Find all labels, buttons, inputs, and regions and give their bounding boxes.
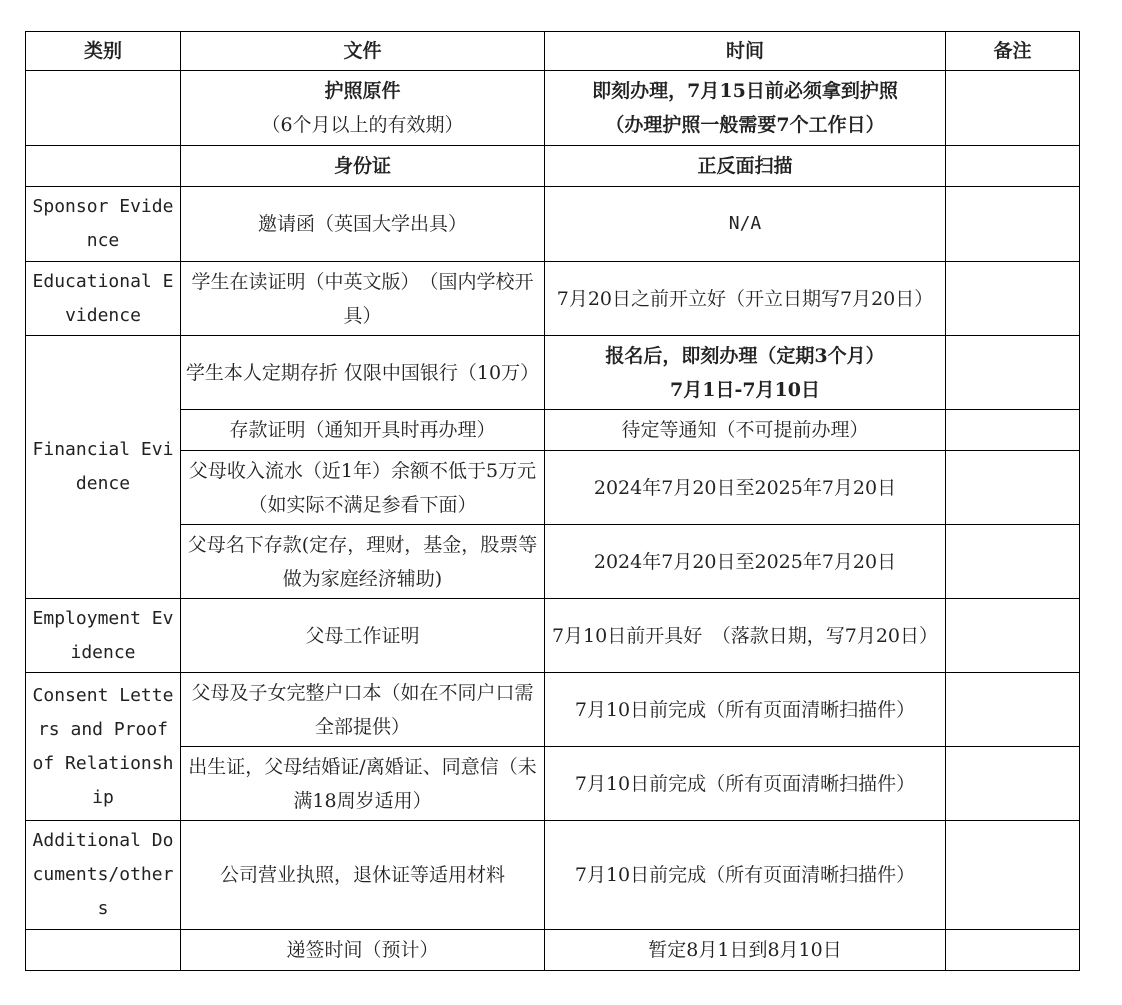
document-cell: 学生本人定期存折 仅限中国银行（10万）	[181, 336, 545, 410]
table-row	[26, 451, 1080, 525]
document-cell: 公司营业执照，退休证等适用材料	[181, 821, 545, 930]
document-text: （6个月以上的有效期）	[261, 114, 464, 136]
time-cell	[545, 71, 946, 146]
time-text: 报名后，即刻办理（定期3个月）	[605, 344, 885, 367]
remarks-cell	[946, 71, 1080, 146]
table-row	[26, 410, 1080, 451]
remarks-cell	[946, 410, 1080, 451]
category-cell: Additional Documents/others	[26, 821, 181, 930]
document-text: 护照原件	[324, 80, 401, 102]
remarks-cell	[946, 930, 1080, 971]
time-cell: 7月10日前完成（所有页面清晰扫描件）	[545, 747, 946, 821]
time-cell: 7月10日前完成（所有页面清晰扫描件）	[545, 673, 946, 747]
time-text: 即刻办理，7月15日前必须拿到护照	[592, 80, 898, 102]
header-document: 文件	[181, 32, 545, 71]
document-cell: 父母名下存款(定存，理财，基金，股票等做为家庭经济辅助)	[181, 525, 545, 599]
document-cell: 父母工作证明	[181, 599, 545, 673]
remarks-cell	[946, 525, 1080, 599]
header-time: 时间	[545, 32, 946, 71]
document-cell: 出生证，父母结婚证/离婚证、同意信（未满18周岁适用）	[181, 747, 545, 821]
header-remarks: 备注	[946, 32, 1080, 71]
document-cell: 身份证	[181, 146, 545, 187]
table-row	[26, 930, 1080, 971]
time-cell: 7月10日前完成（所有页面清晰扫描件）	[545, 821, 946, 930]
document-cell: 父母收入流水（近1年）余额不低于5万元（如实际不满足参看下面）	[181, 451, 545, 525]
header-category: 类别	[26, 32, 181, 71]
table-row	[26, 673, 1080, 747]
category-cell	[26, 71, 181, 146]
time-cell: 正反面扫描	[545, 146, 946, 187]
time-cell	[545, 336, 946, 410]
remarks-cell	[946, 747, 1080, 821]
category-cell: Sponsor Evidence	[26, 187, 181, 262]
table-row	[26, 821, 1080, 930]
header-row	[26, 32, 1080, 71]
time-cell: 待定等通知（不可提前办理）	[545, 410, 946, 451]
document-cell: 父母及子女完整户口本（如在不同户口需全部提供）	[181, 673, 545, 747]
table-row	[26, 599, 1080, 673]
remarks-cell	[946, 821, 1080, 930]
document-cell: 递签时间（预计）	[181, 930, 545, 971]
document-cell: 邀请函（英国大学出具）	[181, 187, 545, 262]
table-row	[26, 146, 1080, 187]
document-cell: 存款证明（通知开具时再办理）	[181, 410, 545, 451]
time-cell: 暂定8月1日到8月10日	[545, 930, 946, 971]
table-row	[26, 262, 1080, 336]
category-cell	[26, 930, 181, 971]
remarks-cell	[946, 451, 1080, 525]
remarks-cell	[946, 599, 1080, 673]
remarks-cell	[946, 146, 1080, 187]
remarks-cell	[946, 336, 1080, 410]
category-cell	[26, 146, 181, 187]
document-checklist-table	[25, 31, 1080, 971]
remarks-cell	[946, 262, 1080, 336]
time-text: 7月1日-7月10日	[670, 378, 820, 401]
table-row	[26, 336, 1080, 410]
table-row	[26, 71, 1080, 146]
category-cell: Financial Evidence	[26, 336, 181, 599]
category-cell: Consent Letters and Proof of Relationship	[26, 673, 181, 821]
document-cell	[181, 71, 545, 146]
table-row	[26, 525, 1080, 599]
document-cell: 学生在读证明（中英文版） （国内学校开具）	[181, 262, 545, 336]
table-row	[26, 747, 1080, 821]
time-cell: 7月20日之前开立好（开立日期写7月20日）	[545, 262, 946, 336]
time-cell: 2024年7月20日至2025年7月20日	[545, 451, 946, 525]
category-cell: Educational Evidence	[26, 262, 181, 336]
category-cell: Employment Evidence	[26, 599, 181, 673]
time-cell: 2024年7月20日至2025年7月20日	[545, 525, 946, 599]
time-cell: 7月10日前开具好 （落款日期，写7月20日）	[545, 599, 946, 673]
remarks-cell	[946, 187, 1080, 262]
time-text: （办理护照一般需要7个工作日）	[605, 114, 885, 136]
remarks-cell	[946, 673, 1080, 747]
time-cell: N/A	[545, 187, 946, 262]
table-row	[26, 187, 1080, 262]
